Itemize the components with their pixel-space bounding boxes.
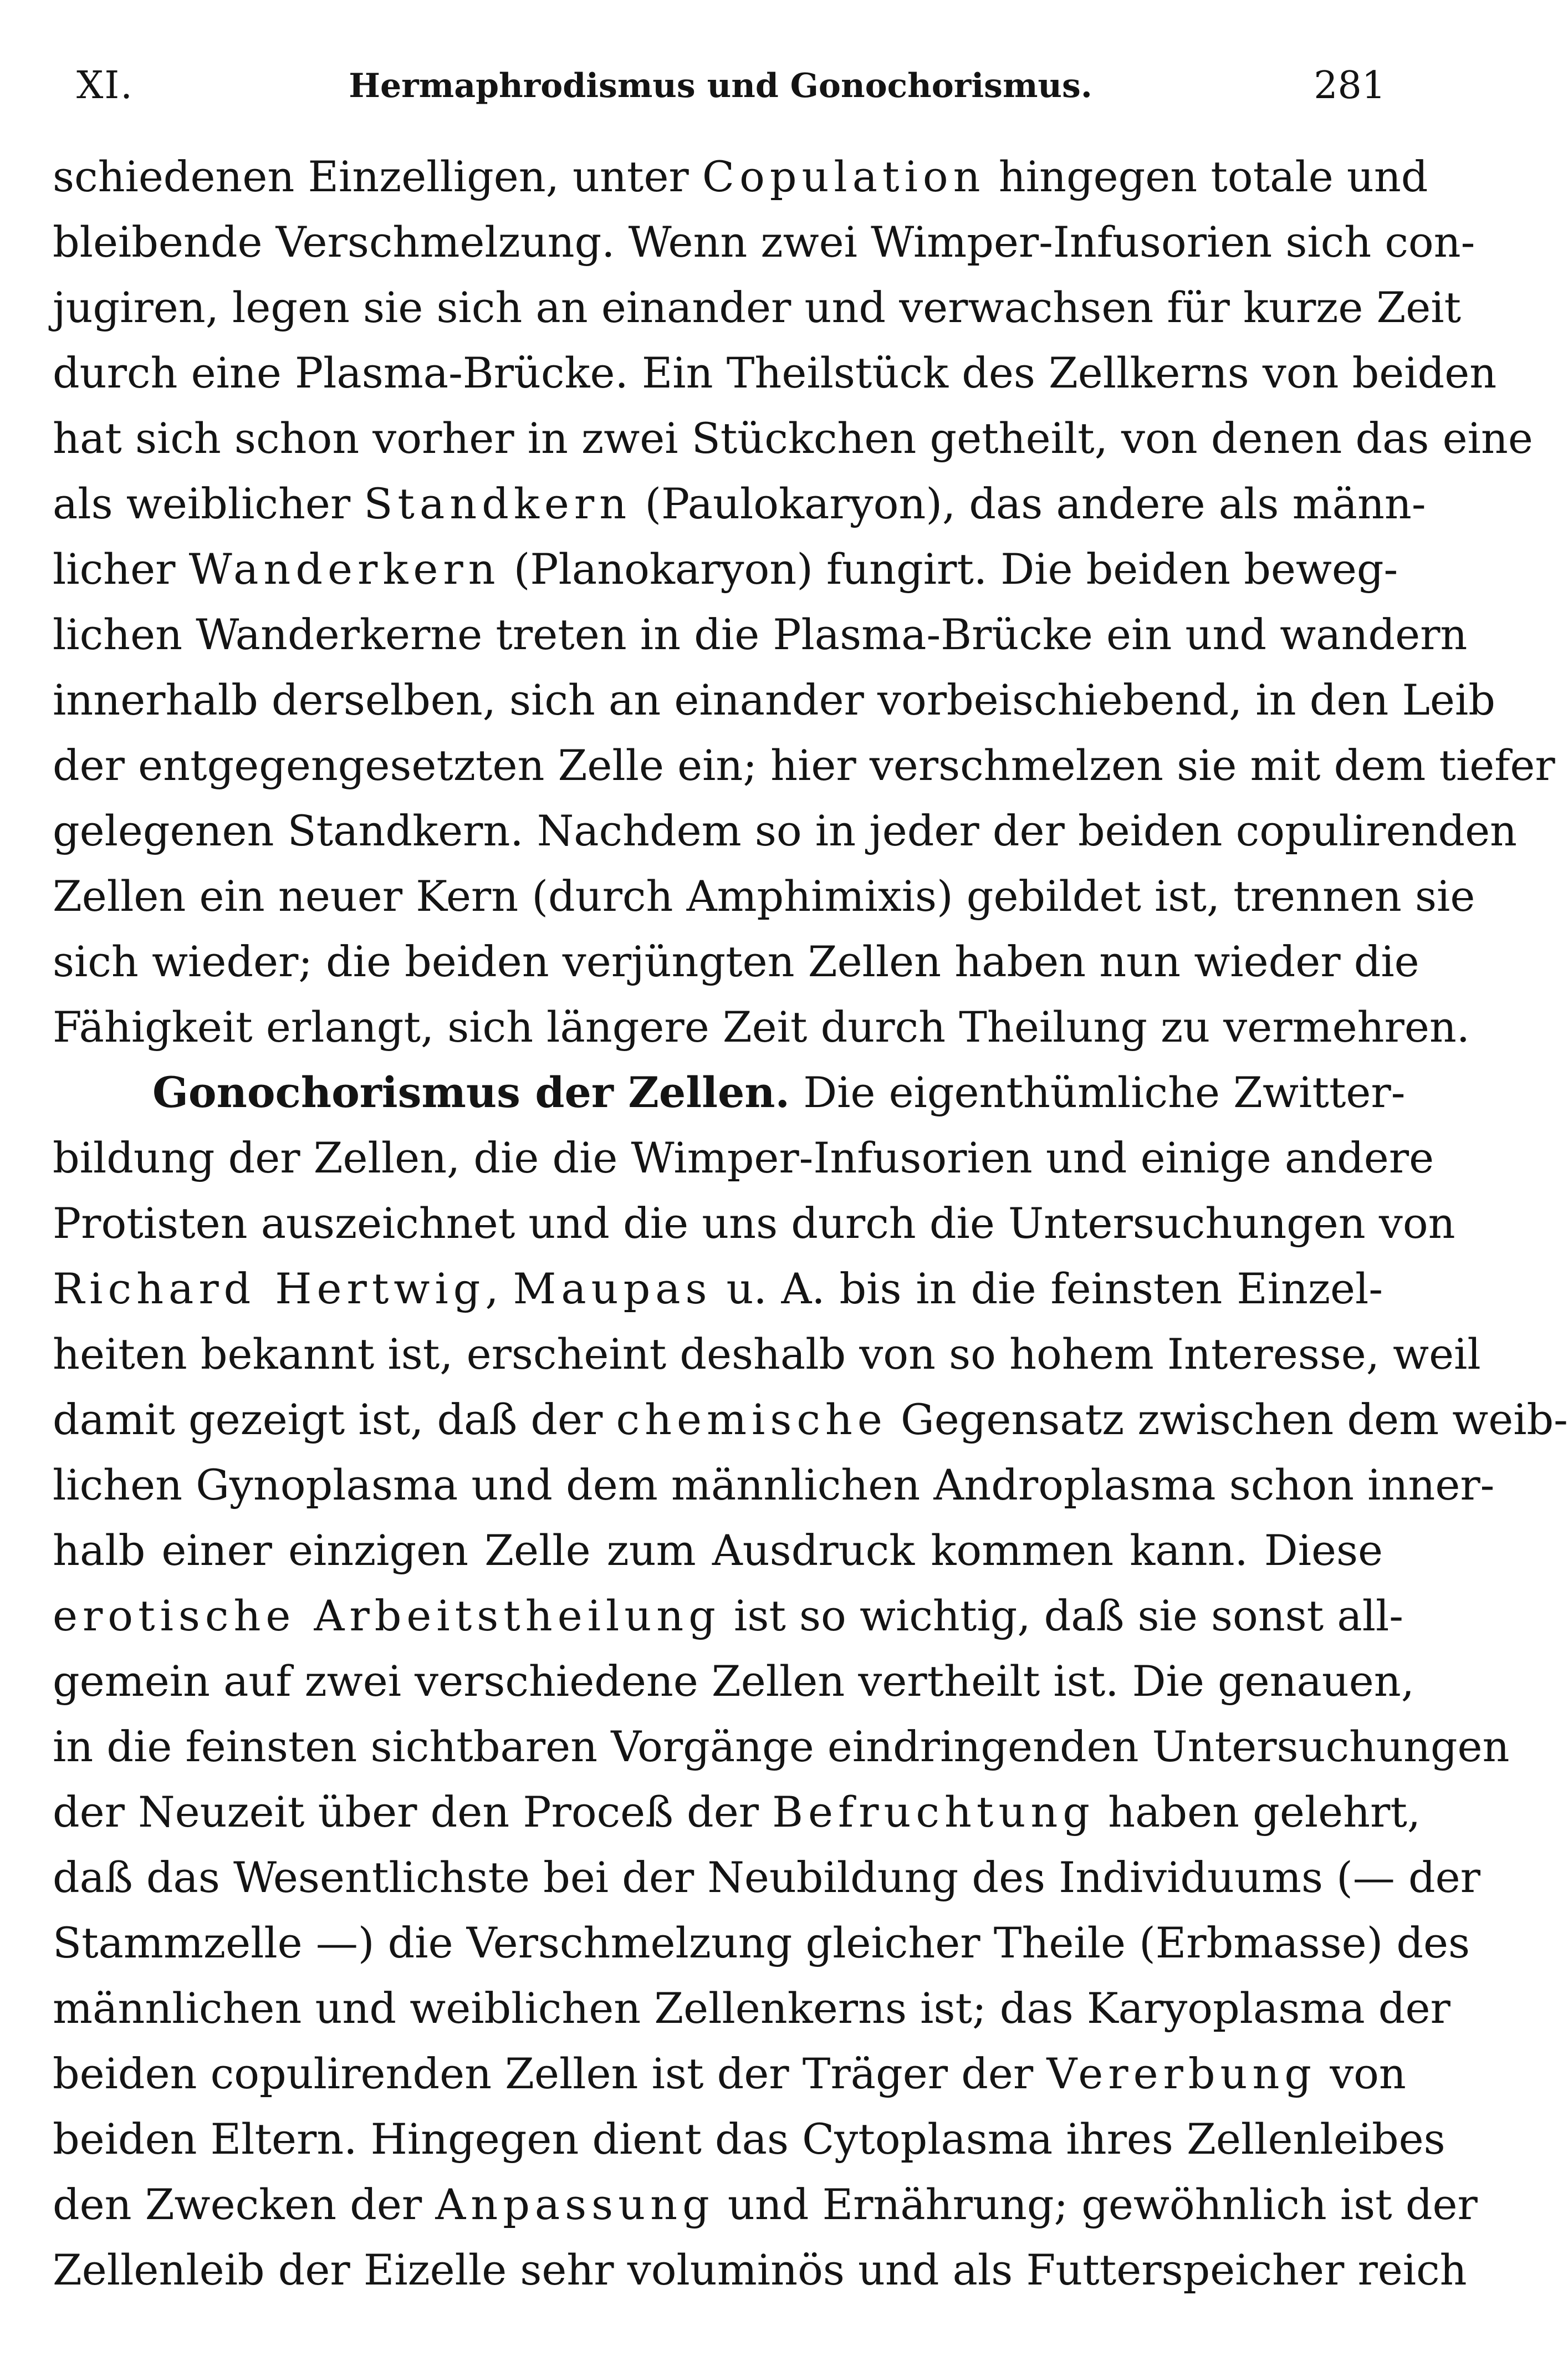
text-line: Gonochorismus der Zellen. Die eigenthümliche Zwitter- xyxy=(152,1068,1406,1117)
text-line: in die feinsten sichtbaren Vorgänge eindringenden Untersuchungen xyxy=(53,1722,1510,1771)
text-line: erotische Arbeitstheilung ist so wichtig, daß sie sonst all- xyxy=(53,1591,1403,1640)
text-line: bleibende Verschmelzung. Wenn zwei Wimper-Infusorien sich con- xyxy=(53,217,1475,267)
text-line: männlichen und weiblichen Zellenkerns ist; das Karyoplasma der xyxy=(53,1983,1450,2033)
text-line: daß das Wesentlichste bei der Neubildung des Individuums (— der xyxy=(53,1853,1480,1902)
emphasis-spaced: Anpassung xyxy=(435,2180,714,2229)
text-line: halb einer einzigen Zelle zum Ausdruck kommen kann. Diese xyxy=(53,1526,1383,1575)
emphasis-spaced: Vererbung xyxy=(1046,2049,1317,2098)
text-line: gemein auf zwei verschiedene Zellen vertheilt ist. Die genauen, xyxy=(53,1656,1414,1706)
text-line: Protisten auszeichnet und die uns durch die Untersuchungen von xyxy=(53,1199,1455,1248)
section-heading: Gonochorismus der Zellen. xyxy=(152,1068,790,1117)
emphasis-spaced: Copulation xyxy=(702,152,985,201)
text-line: der Neuzeit über den Proceß der Befruchtung haben gelehrt, xyxy=(53,1787,1421,1837)
text-line: Zellenleib der Eizelle sehr voluminös und als Futterspeicher reich xyxy=(53,2245,1467,2294)
text-line: beiden Eltern. Hingegen dient das Cytoplasma ihres Zellenleibes xyxy=(53,2114,1446,2164)
text-line: lichen Gynoplasma und dem männlichen Androplasma schon inner- xyxy=(53,1460,1495,1510)
text-line: Fähigkeit erlangt, sich längere Zeit durch Theilung zu vermehren. xyxy=(53,1002,1470,1052)
text-line: gelegenen Standkern. Nachdem so in jeder der beiden copulirenden xyxy=(53,806,1518,855)
text-line: sich wieder; die beiden verjüngten Zellen haben nun wieder die xyxy=(53,937,1419,986)
text-line: durch eine Plasma-Brücke. Ein Theilstück des Zellkerns von beiden xyxy=(53,348,1497,397)
text-line: als weiblicher Standkern (Paulokaryon), das andere als männ- xyxy=(53,479,1426,528)
emphasis-spaced: Wanderkern xyxy=(188,544,500,594)
emphasis-spaced: chemische xyxy=(616,1395,887,1444)
text-line: Stammzelle —) die Verschmelzung gleicher Theile (Erbmasse) des xyxy=(53,1918,1470,1967)
emphasis-spaced: Standkern xyxy=(364,479,632,528)
body-text xyxy=(53,144,1568,2303)
chapter-number: XI. xyxy=(76,64,134,108)
emphasis-spaced: Richard Hertwig xyxy=(53,1264,486,1313)
text-line: heiten bekannt ist, erscheint deshalb von so hohem Interesse, weil xyxy=(53,1329,1481,1379)
emphasis-spaced: Maupas xyxy=(513,1264,712,1313)
emphasis-spaced: erotische Arbeitstheilung xyxy=(53,1591,721,1640)
text-line: damit gezeigt ist, daß der chemische Gegensatz zwischen dem weib- xyxy=(53,1395,1568,1444)
text-line: licher Wanderkern (Planokaryon) fungirt. Die beiden beweg- xyxy=(53,544,1398,594)
text-line: der entgegengesetzten Zelle ein; hier verschmelzen sie mit dem tiefer xyxy=(53,741,1555,790)
text-line: innerhalb derselben, sich an einander vorbeischiebend, in den Leib xyxy=(53,675,1495,725)
text-line: jugiren, legen sie sich an einander und verwachsen für kurze Zeit xyxy=(53,283,1462,332)
text-line: den Zwecken der Anpassung und Ernährung; gewöhnlich ist der xyxy=(53,2180,1478,2229)
text-line: Richard Hertwig, Maupas u. A. bis in die feinsten Einzel- xyxy=(53,1264,1383,1313)
running-title: Hermaphrodismus und Gonochorismus. xyxy=(349,67,1092,105)
text-line: lichen Wanderkerne treten in die Plasma-Brücke ein und wandern xyxy=(53,610,1468,659)
text-line: Zellen ein neuer Kern (durch Amphimixis) gebildet ist, trennen sie xyxy=(53,871,1475,921)
text-line: bildung der Zellen, die die Wimper-Infusorien und einige andere xyxy=(53,1133,1434,1182)
page-header xyxy=(55,53,1386,119)
emphasis-spaced: Befruchtung xyxy=(772,1787,1095,1837)
text-line: hat sich schon vorher in zwei Stückchen getheilt, von denen das eine xyxy=(53,414,1533,463)
text-line: schiedenen Einzelligen, unter Copulation hingegen totale und xyxy=(53,152,1428,201)
text-line: beiden copulirenden Zellen ist der Träger der Vererbung von xyxy=(53,2049,1406,2098)
page-number: 281 xyxy=(1314,64,1386,108)
